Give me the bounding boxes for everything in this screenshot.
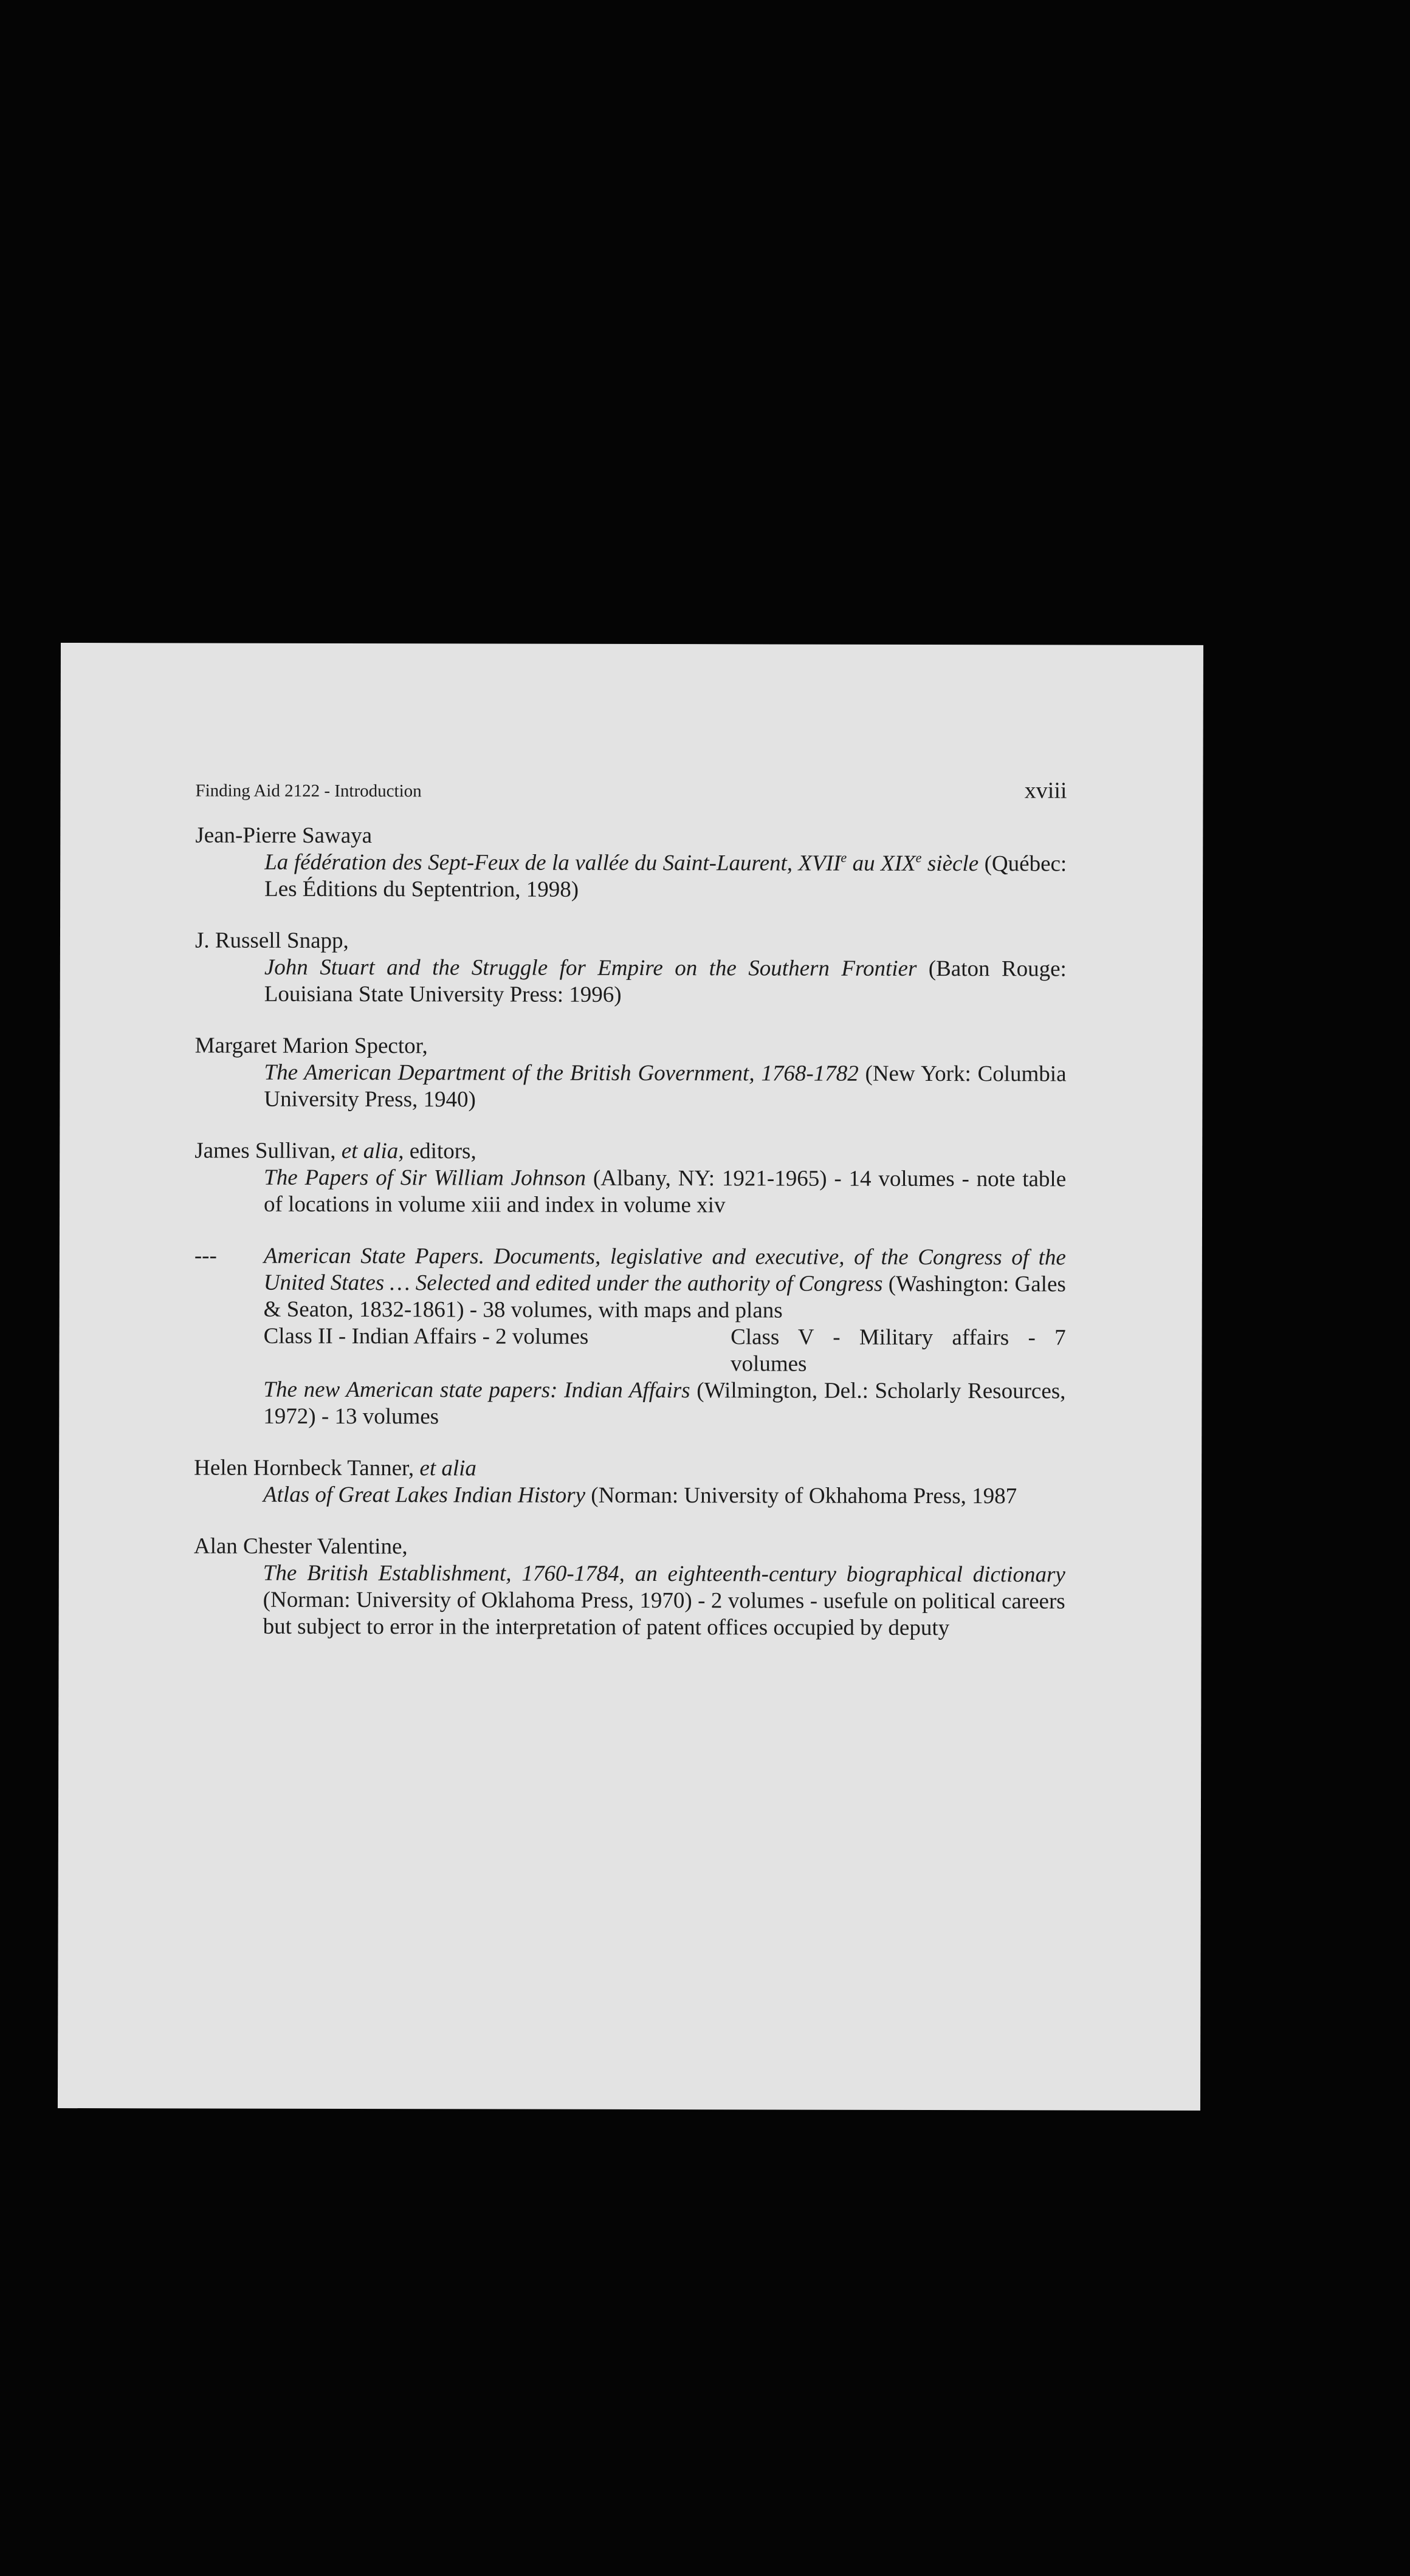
entry-title: The British Establishment, 1760-1784, an eighteenth-century biographical dictionary (263, 1560, 1065, 1588)
bibliography-entry (195, 927, 1067, 1009)
entry-details: (Québec: Les Éditions du Septentrion, 1998) (264, 851, 1067, 902)
entry-body (263, 1243, 1066, 1432)
bibliography-entry (194, 1137, 1066, 1219)
header-title: Finding Aid 2122 - Introduction (195, 781, 422, 801)
entry-author: Helen Hornbeck Tanner, et alia (194, 1455, 476, 1481)
entry-reference (194, 1164, 1066, 1219)
entry-author: Jean-Pierre Sawaya (195, 823, 373, 849)
entry-reference (195, 954, 1067, 1009)
entry-details: (Norman: University of Oklahoma Press, 1970) - 2 volumes - usefule on political careers but subject to error in the interpretation of patent offices occupied by deputy (263, 1587, 1065, 1641)
bibliography-list (193, 822, 1067, 1667)
entry-details: (Washington: Gales & Seaton, 1832-1861) - 38 volumes, with maps and plans (263, 1271, 1066, 1323)
entry-author: Alan Chester Valentine, (193, 1533, 408, 1560)
bibliography-entry (194, 1032, 1066, 1114)
entry-dash: --- (194, 1243, 217, 1269)
class-left: Class II - Indian Affairs - 2 volumes (263, 1323, 589, 1349)
entry-details: (Baton Rouge: Louisiana State University Press: 1996) (264, 956, 1067, 1007)
class-row (263, 1323, 1065, 1379)
entry-reference (195, 849, 1067, 904)
entry-title: La fédération des Sept-Feux de la vallée du Saint-Laurent, XVIIe au XIXe siècle (264, 849, 979, 877)
entry-title: The Papers of Sir William Johnson (264, 1165, 586, 1191)
class-right: Class V - Military affairs - 7 volumes (731, 1324, 1066, 1377)
entry-title: John Stuart and the Struggle for Empire on the Southern Frontier (264, 954, 917, 981)
bibliography-entry (194, 1533, 1065, 1642)
entry-details: (Norman: University of Okhahoma Press, 1987 (585, 1482, 1017, 1509)
entry-details: (New York: Columbia University Press, 1940) (264, 1061, 1067, 1112)
entry-details: (Albany, NY: 1921-1965) - 14 volumes - note table of locations in volume xiii and index in volume xiv (264, 1165, 1067, 1218)
entry-title: The American Department of the British Government, 1768-1782 (264, 1060, 859, 1086)
entry-reference (194, 1242, 1066, 1431)
page-number: xviii (1024, 778, 1067, 804)
bibliography-entry (194, 1454, 1065, 1510)
entry-author: James Sullivan, et alia, editors, (194, 1138, 476, 1164)
entry-title-secondary: The new American state papers: Indian Affairs (263, 1377, 690, 1403)
page-header (195, 775, 1067, 804)
entry-reference (194, 1560, 1065, 1642)
bibliography-entry (195, 822, 1067, 904)
entry-reference (194, 1059, 1066, 1114)
entry-author: J. Russell Snapp, (194, 928, 349, 953)
entry-details-secondary: (Wilmington, Del.: Scholarly Resources, 1972) - 13 volumes (263, 1378, 1066, 1430)
entry-title: American State Papers. Documents, legislative and executive, of the Congress of the United States … Selected and edited under the authority of Congress (263, 1243, 1066, 1297)
entry-reference (194, 1481, 1065, 1510)
bibliography-entry (194, 1242, 1066, 1431)
document-page (58, 643, 1203, 2111)
entry-author: Margaret Marion Spector, (194, 1033, 428, 1059)
entry-title: Atlas of Great Lakes Indian History (263, 1482, 586, 1508)
